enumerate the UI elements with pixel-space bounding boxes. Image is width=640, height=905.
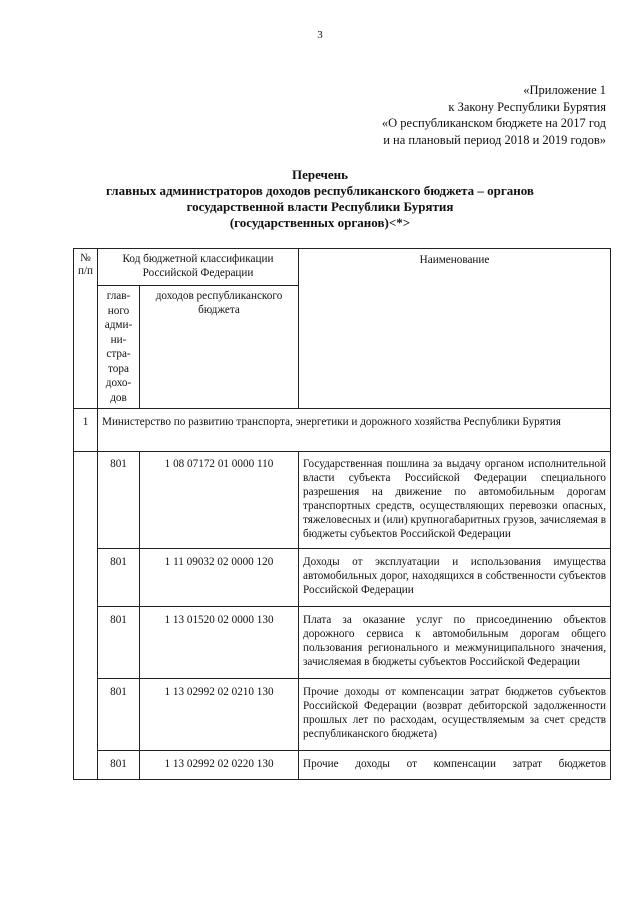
admin-code: 801: [98, 549, 140, 607]
revenue-name: Прочие доходы от компенсации затрат бюджетов: [299, 751, 611, 780]
document-title: [40, 167, 600, 231]
header-code: Код бюджетной классификации Российской Федерации: [98, 249, 299, 286]
revenue-name: Прочие доходы от компенсации затрат бюджетов субъектов Российской Федерации (возврат дебиторской задолженности прошлых лет по расходам, осуществляемым за счет средств республиканского бюджета): [299, 679, 611, 751]
admin-code: 801: [98, 452, 140, 549]
header-admin-line: ни-: [110, 333, 127, 346]
title-line: главных администраторов доходов республиканского бюджета – органов: [106, 183, 534, 198]
appendix-line: и на плановый период 2018 и 2019 годов»: [383, 132, 606, 147]
header-admin-line: глав-: [106, 290, 131, 302]
revenue-name: Плата за оказание услуг по присоединению объектов дорожного сервиса к автомобильным дорогам общего пользования регионального и межмуниципального значения, зачисляемая в бюджеты субъектов Российской Федерации: [299, 607, 611, 679]
table-row: [74, 452, 611, 549]
header-number-line: №: [80, 252, 91, 264]
appendix-line: «О республиканском бюджете на 2017 год: [381, 116, 606, 130]
appendix-line: к Закону Республики Бурятия: [448, 99, 606, 114]
budget-code: 1 13 01520 02 0000 130: [140, 607, 299, 679]
section-number: 1: [74, 409, 98, 452]
revenue-name: Доходы от эксплуатации и использования имущества автомобильных дорог, находящихся в собственности субъектов Российской Федерации: [299, 549, 611, 607]
budget-code: 1 13 02992 02 0210 130: [140, 679, 299, 751]
header-number: [74, 249, 98, 409]
header-admin-line: дов: [110, 391, 127, 404]
section-row: [74, 409, 611, 452]
section-title: Министерство по развитию транспорта, энергетики и дорожного хозяйства Республики Бурятия: [98, 409, 611, 452]
budget-code: 1 13 02992 02 0220 130: [140, 751, 299, 780]
header-admin-line: стра-: [106, 348, 131, 360]
header-admin-line: ного: [107, 304, 130, 317]
header-admin-line: дохо-: [105, 377, 132, 389]
page-number: 3: [317, 29, 323, 41]
budget-code: 1 11 09032 02 0000 120: [140, 549, 299, 607]
header-name: Наименование: [299, 249, 611, 409]
header-admin: [98, 286, 140, 409]
revenue-name: Государственная пошлина за выдачу органом исполнительной власти субъекта Российской Федерации специального разрешения на движение по автомобильным дорогам транспортных средств, осуществляющих перевозки опасных, тяжеловесных и (или) крупногабаритных грузов, зачисляемая в бюджеты субъектов Российской Федерации: [299, 452, 611, 549]
title-line: государственной власти Республики Бурятия: [186, 199, 454, 214]
appendix-line: «Приложение 1: [523, 83, 606, 97]
admin-code: 801: [98, 679, 140, 751]
table-row: [74, 549, 611, 607]
empty-number-cell: [74, 452, 98, 780]
header-number-line: п/п: [77, 265, 94, 277]
admin-code: 801: [98, 607, 140, 679]
header-admin-line: тора: [108, 362, 129, 375]
title-line: Перечень: [291, 167, 349, 182]
administrators-table: [73, 248, 611, 780]
table-header-row: [74, 249, 611, 286]
title-line: (государственных органов)<*>: [229, 215, 411, 230]
header-revenue: доходов республиканского бюджета: [140, 286, 299, 409]
budget-code: 1 08 07172 01 0000 110: [140, 452, 299, 549]
table-row: [74, 679, 611, 751]
table-row: [74, 607, 611, 679]
appendix-header: [382, 82, 606, 148]
table-row: [74, 751, 611, 780]
header-admin-line: адми-: [104, 319, 133, 331]
admin-code: 801: [98, 751, 140, 780]
